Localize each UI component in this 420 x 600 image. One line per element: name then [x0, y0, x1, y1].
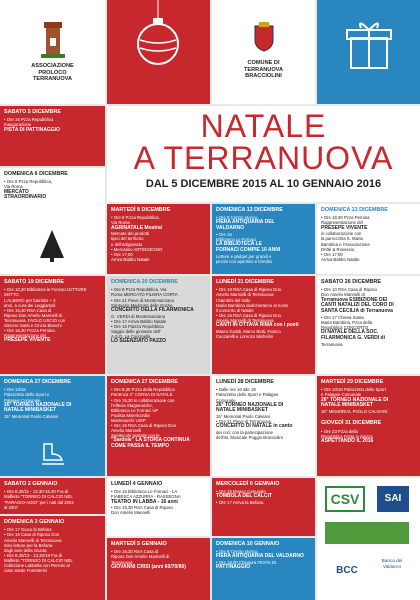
dom27b-line: Biblioteca Le Fornaci UP — [111, 407, 159, 413]
sai-logo — [377, 486, 409, 512]
dom3-line: ritiro letture per la Befana — [4, 542, 53, 548]
gio31-line: ASPETTANDO IL 2016 — [321, 437, 374, 444]
proloco-logo-cell — [0, 0, 105, 104]
title-line2: A TERRANUOVA — [133, 140, 394, 176]
dom3-line: • Ore 16 Casa di Riposo Don — [4, 532, 60, 538]
mar8-line: Mercato dei prodotti — [111, 231, 149, 237]
gio13-line: • Ore 8 Centro storico — [216, 215, 258, 221]
dom27-line: • Ore 10/18 — [4, 387, 26, 393]
dom27-line: Palazzetto dello Sport e — [4, 392, 50, 398]
dom3-line: Malferto "TORNEO DI CALCIO NEL — [4, 557, 73, 563]
mer6-line: TOMBOLA DEL CALCIT — [216, 493, 273, 500]
sai-label: SAI — [384, 493, 402, 504]
lun28-line: dell'Ist. Musicale Poggio Bracciolini — [216, 435, 283, 441]
dom20-line: • Ore 17 Arriva Babbo Natale — [111, 318, 167, 324]
title-cell — [107, 106, 420, 202]
lun4-line: • Ore 16 Biblioteca Le Fornaci - LA — [111, 489, 178, 495]
sab26-line: CANTI NATALIZI DEL CORO DI — [321, 302, 394, 309]
dom6-line: STRAORDINARIO — [4, 194, 47, 201]
dom6-cell — [0, 168, 105, 274]
dom20-line: A.S.D. La Coccinella — [111, 333, 151, 339]
proloco-line3: TERRANUOVA — [32, 76, 73, 83]
sab2-line: • Ore 8.30/11 - 13.30-15.30 Fra di — [4, 489, 69, 495]
mar29-head: MARTEDÌ 29 DICEMBRE — [321, 379, 384, 385]
ornament-cell — [107, 0, 210, 104]
dom13-line: Drittè & Rovescio — [321, 246, 355, 252]
sab5-line: PISTA DI PATTINAGGIO — [4, 126, 60, 133]
lun4-cell — [107, 478, 210, 536]
sab19-line: • Ore 10,30 Biblioteca le Fornaci LETTURE SOTTO — [4, 287, 87, 298]
comune-line3: BRACCIOLINI — [245, 73, 282, 80]
dom3-line: Amelio Mannelli di Terranuova — [4, 537, 62, 543]
gio31-line: • Ore 23 Pzza della — [321, 428, 358, 434]
dom10-head: DOMENICA 10 GENNAIO — [216, 541, 280, 547]
sab26-line: Terranuova — [321, 342, 343, 348]
sab5-cell — [0, 106, 105, 166]
mer6-line: • Ore 15 Museo comunale — [216, 489, 266, 495]
dom3-line: • Ore 8,30/13 - 13,30/19 Fra di — [4, 552, 63, 558]
lun21-line: il concerto di Natale — [216, 307, 254, 313]
mar29-line: 15° MEMORIAL PAOLO CALVIANI — [321, 409, 388, 415]
mar8-line: AGRINATALE Mostra/ — [111, 224, 163, 231]
dom20-head: DOMENICA 20 DICEMBRE — [111, 279, 178, 285]
dom10-cell — [212, 538, 315, 600]
sab26-cell — [317, 276, 420, 374]
csv-label: CSV — [330, 491, 360, 507]
lun28-line: 26° TORNEO NAZIONALE DI — [216, 401, 284, 408]
dom27b-line: • Ore 16 RSA Casa di Riposo Don — [111, 422, 177, 428]
lun21-line: • Ore 16 RSA Casa di Riposo Don — [216, 312, 282, 318]
dom27-cell — [0, 376, 105, 476]
dom6-line: MERCATO — [4, 188, 29, 195]
dom27b-line: Montevarchi UISP — [111, 417, 146, 423]
gio13-line: FIERA ANTIQUARIA DEL — [216, 219, 275, 226]
dom13-line: PRESEPE VIVENTE — [321, 224, 368, 231]
dom20-cell — [107, 276, 210, 374]
mar5-head: MARTEDÌ 5 GENNAIO — [111, 541, 167, 547]
sab5-line: • Ore 16 Pzza Repubblica — [4, 117, 54, 123]
mar29-line: NATALE MINIBASKET — [321, 402, 374, 409]
mer6-cell — [212, 478, 315, 536]
lun28-line: Palazzetto dello Sport e Palagee — [216, 392, 279, 398]
dom3-cell — [0, 516, 105, 600]
dom3-line: ciato Sante Foresterini — [4, 567, 47, 573]
gio13-line: Letture e gadget per grandi e — [216, 254, 272, 260]
dom6-head: DOMENICA 6 DICEMBRE — [4, 171, 68, 177]
dom27b-cell — [107, 376, 210, 476]
sab26-line: Repubblica CONCERTO — [321, 325, 369, 331]
lun21-line: Amelio Mannelli di Terranuova — [216, 317, 274, 323]
lun21-line: Maria Bambina dedicheranno al nonni — [216, 302, 289, 308]
dom13-line: in collaborazione con — [321, 231, 362, 237]
mar8-line: Arriva Babbo Natale — [111, 256, 150, 262]
sab26-line: SANTA CECILIA di Terranuova — [321, 308, 393, 315]
dom3-head: DOMENICA 3 GENNAIO — [4, 519, 65, 525]
gio13-line: • Ore 16 — [216, 232, 232, 238]
banca-logo — [373, 558, 411, 584]
lun28-line: dei cori: con la partecipazione — [216, 430, 273, 436]
lun4-line: FIABESCA AZZURRA - RASSEGNA — [111, 494, 181, 500]
dom20-line: • Ore 21 Pieve di Montemarciano — [111, 297, 175, 303]
sab19-line: PRESEPE VIVENTE — [4, 337, 51, 343]
sab26-head: SABATO 26 DICEMBRE — [321, 279, 382, 285]
mar5-line: GIOVANNI CRISI (anni 60/70/80) — [111, 563, 186, 570]
mar8-line: • Ore 8 P.zza Repubblica, — [111, 215, 160, 221]
sab26-line: Terranuova ESIBIZIONE DEI — [321, 296, 388, 303]
sab19-line: • Ore 16,30 Pzzza Pernina — [4, 327, 55, 333]
dom13-line: Rappresentazione del — [321, 220, 363, 226]
dom27b-line: Amelio Mannelli — [111, 427, 142, 433]
dom27b-line: Podista Misericordia — [111, 412, 150, 418]
lun4-line: • Ore 15,30 RSA Casa di Riposo — [111, 505, 173, 511]
gio13-line: LA BIBLIOTECA LE — [216, 241, 263, 248]
dom13-line: Arriva Babbo Natale — [321, 256, 360, 262]
dom27b-line: • Ore 15,30 in collaborazione con — [111, 397, 175, 403]
sponsors-cell — [317, 478, 420, 600]
csv-logo — [325, 486, 365, 512]
dom20-line: Santuario Madonna delle Grazie — [111, 302, 173, 308]
gift-icon — [317, 0, 420, 104]
sab2-line: "PARAGIO-AGIO" per i nati dal 2002 — [4, 499, 74, 505]
banca-label: Banca del Valdarno — [381, 558, 403, 569]
mar29-line: • Ore 10/18 Palazzetto dello Sport — [321, 387, 386, 393]
title-dates: DAL 5 DICEMBRE 2015 AL 10 GENNAIO 2016 — [145, 178, 382, 190]
sab5-head: SABATO 5 DICEMBRE — [4, 109, 62, 115]
sab2-line: Malferto "TORNEO DI CALCIO NEL — [4, 494, 73, 500]
sab2-head: SABATO 2 GENNAIO — [4, 481, 58, 487]
dom20-line: G. VERDI di Montemarciano — [111, 313, 166, 319]
sab2-line: al 2007 — [4, 504, 19, 510]
mar29-cell — [317, 376, 420, 476]
dom20-line: LO SGENZIATO PAZZO — [111, 337, 166, 344]
dom13-cell — [317, 204, 420, 274]
mar8-line: • Ore 17,00 — [111, 251, 133, 257]
lun21-line: I bambini del Nido — [216, 297, 251, 303]
sab19-line: Rappresentazione del — [4, 332, 46, 338]
dom20-line: Roma MERCATO FILIERA CORTA — [111, 292, 178, 298]
dom13-line: la parrocchia S. Maria — [321, 236, 363, 242]
mar8-line: e dell'artigianato — [111, 241, 143, 247]
dom10-line: • Ore 8 Centro storico — [216, 549, 258, 555]
dom27b-line: "Sardole" LA STORIA CONTINUA — [111, 437, 190, 443]
dom27b-line: Partenza 3° CORSA DI NATALE — [111, 392, 173, 398]
gio31-line: Repubblica Festa in piazza — [321, 433, 373, 439]
mer6-head: MERCOLEDÌ 6 GENNAIO — [216, 481, 280, 487]
lun21-cell — [212, 276, 315, 374]
dom20-line: • Ore 8 Pzza Repubblica, Via — [111, 287, 167, 293]
dom27b-line: Spettacolo teatrale con le — [111, 432, 160, 438]
sab26-line: DI NATALE DELLA SOC. — [321, 329, 379, 336]
lun28-head: LUNEDÌ 28 DICEMBRE — [216, 379, 274, 385]
dom10-line: PATTINAGGIO — [216, 564, 250, 571]
skate-icon — [40, 442, 66, 466]
gio13-cell — [212, 204, 315, 274]
comune-line1: COMUNE DI — [247, 60, 280, 66]
lun28-line: 15° Memorial Paolo Calviani — [216, 414, 271, 420]
proloco-line2: PROLOCO — [38, 69, 67, 76]
lun21-line: Mauro Goddi, Marco Betti, Franco — [216, 328, 281, 334]
title-line1: NATALE — [200, 108, 327, 144]
dom27b-line: • Ore 8,30 P.zza della Repubblica — [111, 387, 175, 393]
lun28-cell — [212, 376, 315, 476]
dom13-head: DOMENICA 13 DICEMBRE — [321, 207, 388, 213]
green-sponsor-logo — [325, 522, 409, 544]
gio13-line: FORNACI COMPIE 10 ANNI — [216, 247, 281, 254]
bauble-icon — [107, 0, 210, 104]
comune-line2: TERRANUOVA — [243, 66, 284, 73]
dom20-line: CONCERTO DELLA FILARMONICA — [111, 306, 194, 313]
lun4-line: Don Amelio Mannelli — [111, 510, 151, 516]
mar29-line: e Palagee Comunale — [321, 392, 362, 398]
lun21-line: CANTI IN OTTAVA RIMA con i poeti — [216, 321, 299, 328]
lun21-line: • Ore 10 RSA Casa di Riposo Don — [216, 287, 282, 293]
dom27b-line: l'Aflecia Stagionaiche, — [111, 402, 153, 408]
comune-logo-cell — [212, 0, 315, 104]
mer6-line: • Ore 17 Arriva la Befana — [216, 500, 264, 506]
sab19-line: Riposo Don Amelio Mannelli di — [4, 312, 63, 318]
dom3-line: dagli anni della Giunta — [4, 547, 47, 553]
bcc-label: BCC — [336, 565, 358, 576]
mar5-line: Terranuova — [111, 559, 133, 565]
dom6-line: Via Roma — [4, 184, 23, 190]
mar8-line: tipici del territorio — [111, 236, 144, 242]
dom27-line: 26° TORNEO NAZIONALE DI — [4, 401, 72, 408]
sab26-line: Don Amelio Mannelli di — [321, 292, 365, 298]
dom13-line: • Ore 16:30 Pzza Pernina — [321, 215, 370, 221]
dom6-line: • Ore 8 Pzza Repubblica, — [4, 179, 53, 185]
mar8-line: Via Roma — [111, 220, 130, 226]
mar8-cell — [107, 204, 210, 274]
proloco-line1: ASSOCIAZIONE — [31, 63, 74, 69]
mar5-line: • Ore 15,30 RSA Casa di — [111, 549, 159, 555]
lun21-head: LUNEDÌ 21 DICEMBRE — [216, 279, 274, 285]
sab26-line: FILARMONICA G. VERDI di — [321, 335, 385, 342]
sab2-cell — [0, 478, 105, 514]
dom27b-head: DOMENICA 27 DICEMBRE — [111, 379, 178, 385]
gio13-line: VALDARNO — [216, 225, 244, 232]
dom3-line: Collezione Labbella con Pennini al — [4, 562, 70, 568]
lun28-line: • Ore 21 Pieve di Terranuova — [216, 419, 271, 425]
dom20-line: Saggio delle ginnaste dell' — [111, 328, 161, 334]
lun4-line: TEATRO IN LABBA - 16 anni — [111, 498, 178, 505]
mar5-cell — [107, 538, 210, 600]
mar8-head: MARTEDÌ 8 DICEMBRE — [111, 207, 171, 213]
sab26-line: • Ore 17 Chiesa Santa — [321, 315, 364, 321]
dom27-head: DOMENICA 27 DICEMBRE — [4, 379, 71, 385]
lun28-line: Comunale — [216, 397, 236, 403]
sab19-line: Terranuova. FAOLO USCIO con — [4, 317, 66, 323]
tree-icon — [40, 230, 64, 262]
dom10-line: FIERA ANTIQUARIA DEL VALDARNO — [216, 553, 304, 560]
mar29-line: 26° TORNEO NAZIONALE DI — [321, 396, 389, 403]
coat-of-arms-icon — [253, 22, 275, 52]
sab19-line: anni, a cura dei Leggiamoli — [4, 302, 56, 308]
gio31-head: GIOVEDÌ 31 DICEMBRE — [321, 420, 382, 427]
sab5-line: Inaugurazione — [4, 122, 32, 128]
dom27-line: Palagee Comunale — [4, 397, 41, 403]
tower-icon — [39, 20, 67, 60]
sab26-line: • Ore 10 RSA Casa di Riposo — [321, 287, 377, 293]
dom20-line: • Ore 16 Piazza Repubblica — [111, 323, 164, 329]
mar5-line: Riposo Don Amelio Mannelli di — [111, 554, 170, 560]
dom3-line: • Ore 17 Gioco la Befana — [4, 527, 52, 533]
lun28-line: NATALE MINIBASKET — [216, 407, 269, 414]
dom13-line: Bambina e l'Associazione — [321, 241, 370, 247]
gio13-line: Biblioteca Le Fornaci — [216, 237, 257, 243]
gift-cell — [317, 0, 420, 104]
dom27-line: 15° Memorial Paolo Calviani — [4, 414, 59, 420]
lun28-line: CONCERTO DI NATALE in canto — [216, 423, 293, 430]
dom27-line: NATALE MINIBASKET — [4, 407, 57, 414]
gio13-line: piccini con aperitivo e brindisi — [216, 259, 272, 265]
sab19-cell — [0, 276, 105, 374]
lun4-head: LUNEDÌ 4 GENNAIO — [111, 481, 163, 487]
lun28-line: • Dalle ore 10 alle 18 — [216, 387, 256, 393]
sab19-line: Sincero Santi e Cinzia Bianchi — [4, 322, 62, 328]
sab19-line: L'ALBERO per bambini + 3 — [4, 297, 56, 303]
sab19-head: SABATO 19 DICEMBRE — [4, 279, 65, 285]
dom13-line: • Ore 17,00 — [321, 251, 343, 257]
sab26-line: Maria Bambina, Pzza della — [321, 320, 373, 326]
dom10-line: • Ore 18,00 Chiusura FESTA DI — [216, 560, 277, 566]
bcc-logo — [325, 556, 369, 586]
lun21-line: Ceccarelli e Lorenzo Michelini — [216, 333, 274, 339]
sab19-line: • Ore 15,30 RSA Casa di — [4, 307, 52, 313]
dom27b-line: COME PASSA IL TEMPO — [111, 442, 169, 449]
mar8-line: • Mercatino ARTINGEGNO — [111, 246, 163, 252]
lun21-line: Amelio Mannelli di Terranuova — [216, 292, 274, 298]
gio13-head: DOMENICA 13 DICEMBRE — [216, 207, 283, 213]
